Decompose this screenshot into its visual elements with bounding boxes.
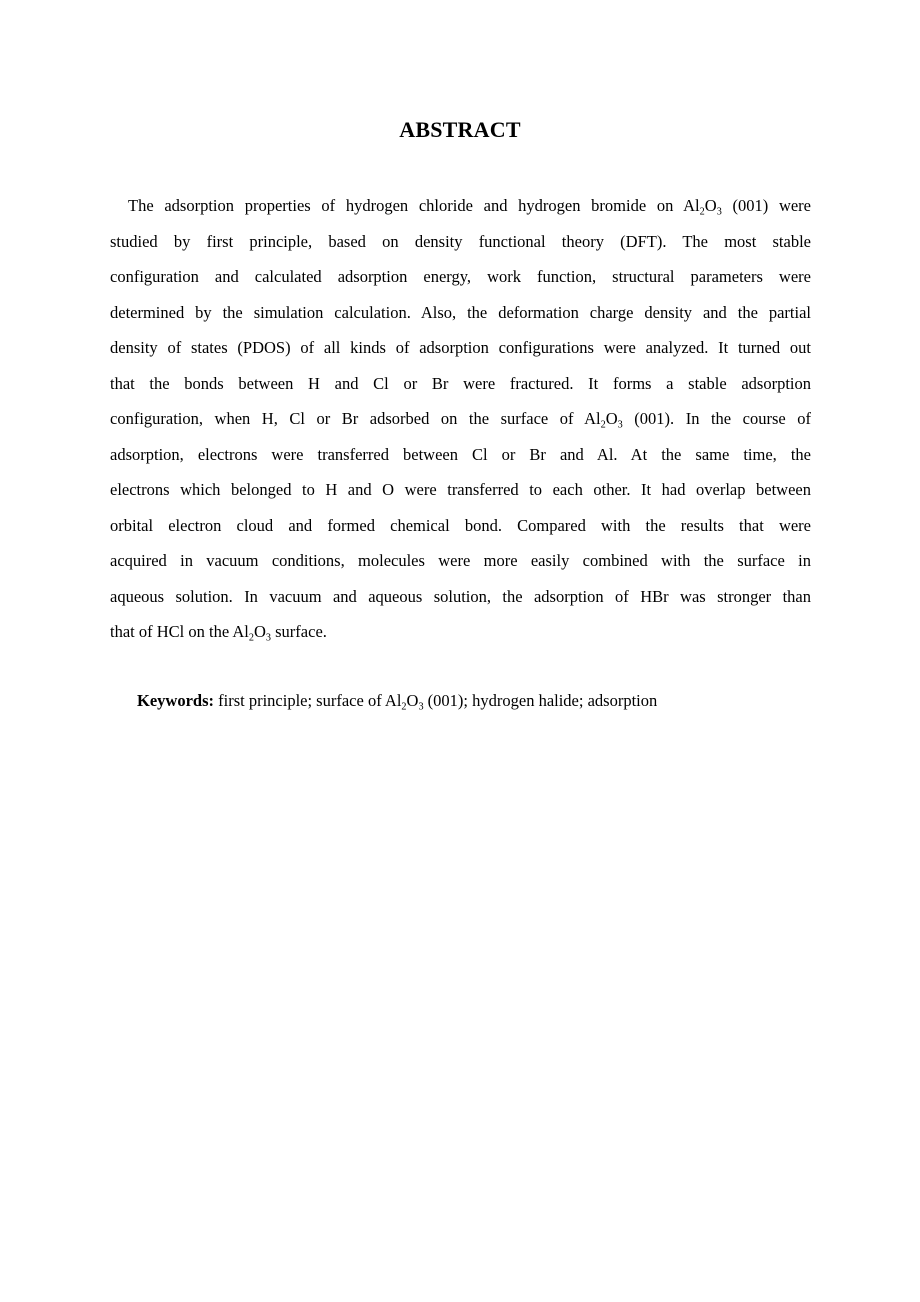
abstract-line: electrons which belonged to H and O were transferred to each other. It had overlap between [110,480,811,499]
keywords-text: first principle; surface of $Al_2O_3$ (001); hydrogen halide; adsorption [214,691,658,713]
abstract-line: orbital electron cloud and formed chemical bond. Compared with the results that were [110,515,811,535]
abstract-title: ABSTRACT [399,117,521,142]
abstract-line: acquired in vacuum conditions, molecules were more easily combined with the surface in [110,551,811,570]
abstract-line: studied by first principle, based on density functional theory (DFT). The most stable [110,231,811,251]
abstract-line: configuration, when H, Cl or Br adsorbed on the surface of $Al_2O_3$ (001). In the course of [110,409,811,431]
abstract-line: density of states (PDOS) of all kinds of adsorption configurations were analyzed. It turned out [110,338,811,357]
abstract-line: configuration and calculated adsorption energy, work function, structural parameters were [110,267,811,286]
keywords-label: Keywords: [137,691,214,710]
abstract-line: that of HCl on the $Al_2O_3$ surface. [110,622,327,644]
abstract-line: that the bonds between H and Cl or Br were fractured. It forms a stable adsorption [110,373,811,393]
keywords-line [137,686,657,716]
abstract-line: adsorption, electrons were transferred between Cl or Br and Al. At the same time, the [110,444,811,464]
abstract-line: determined by the simulation calculation. Also, the deformation charge density and the partial [110,302,811,322]
abstract-body [110,188,811,650]
abstract-line: The adsorption properties of hydrogen chloride and hydrogen bromide on $Al_2O_3$ (001) were [128,196,811,218]
abstract-line: aqueous solution. In vacuum and aqueous solution, the adsorption of HBr was stronger than [110,586,811,606]
